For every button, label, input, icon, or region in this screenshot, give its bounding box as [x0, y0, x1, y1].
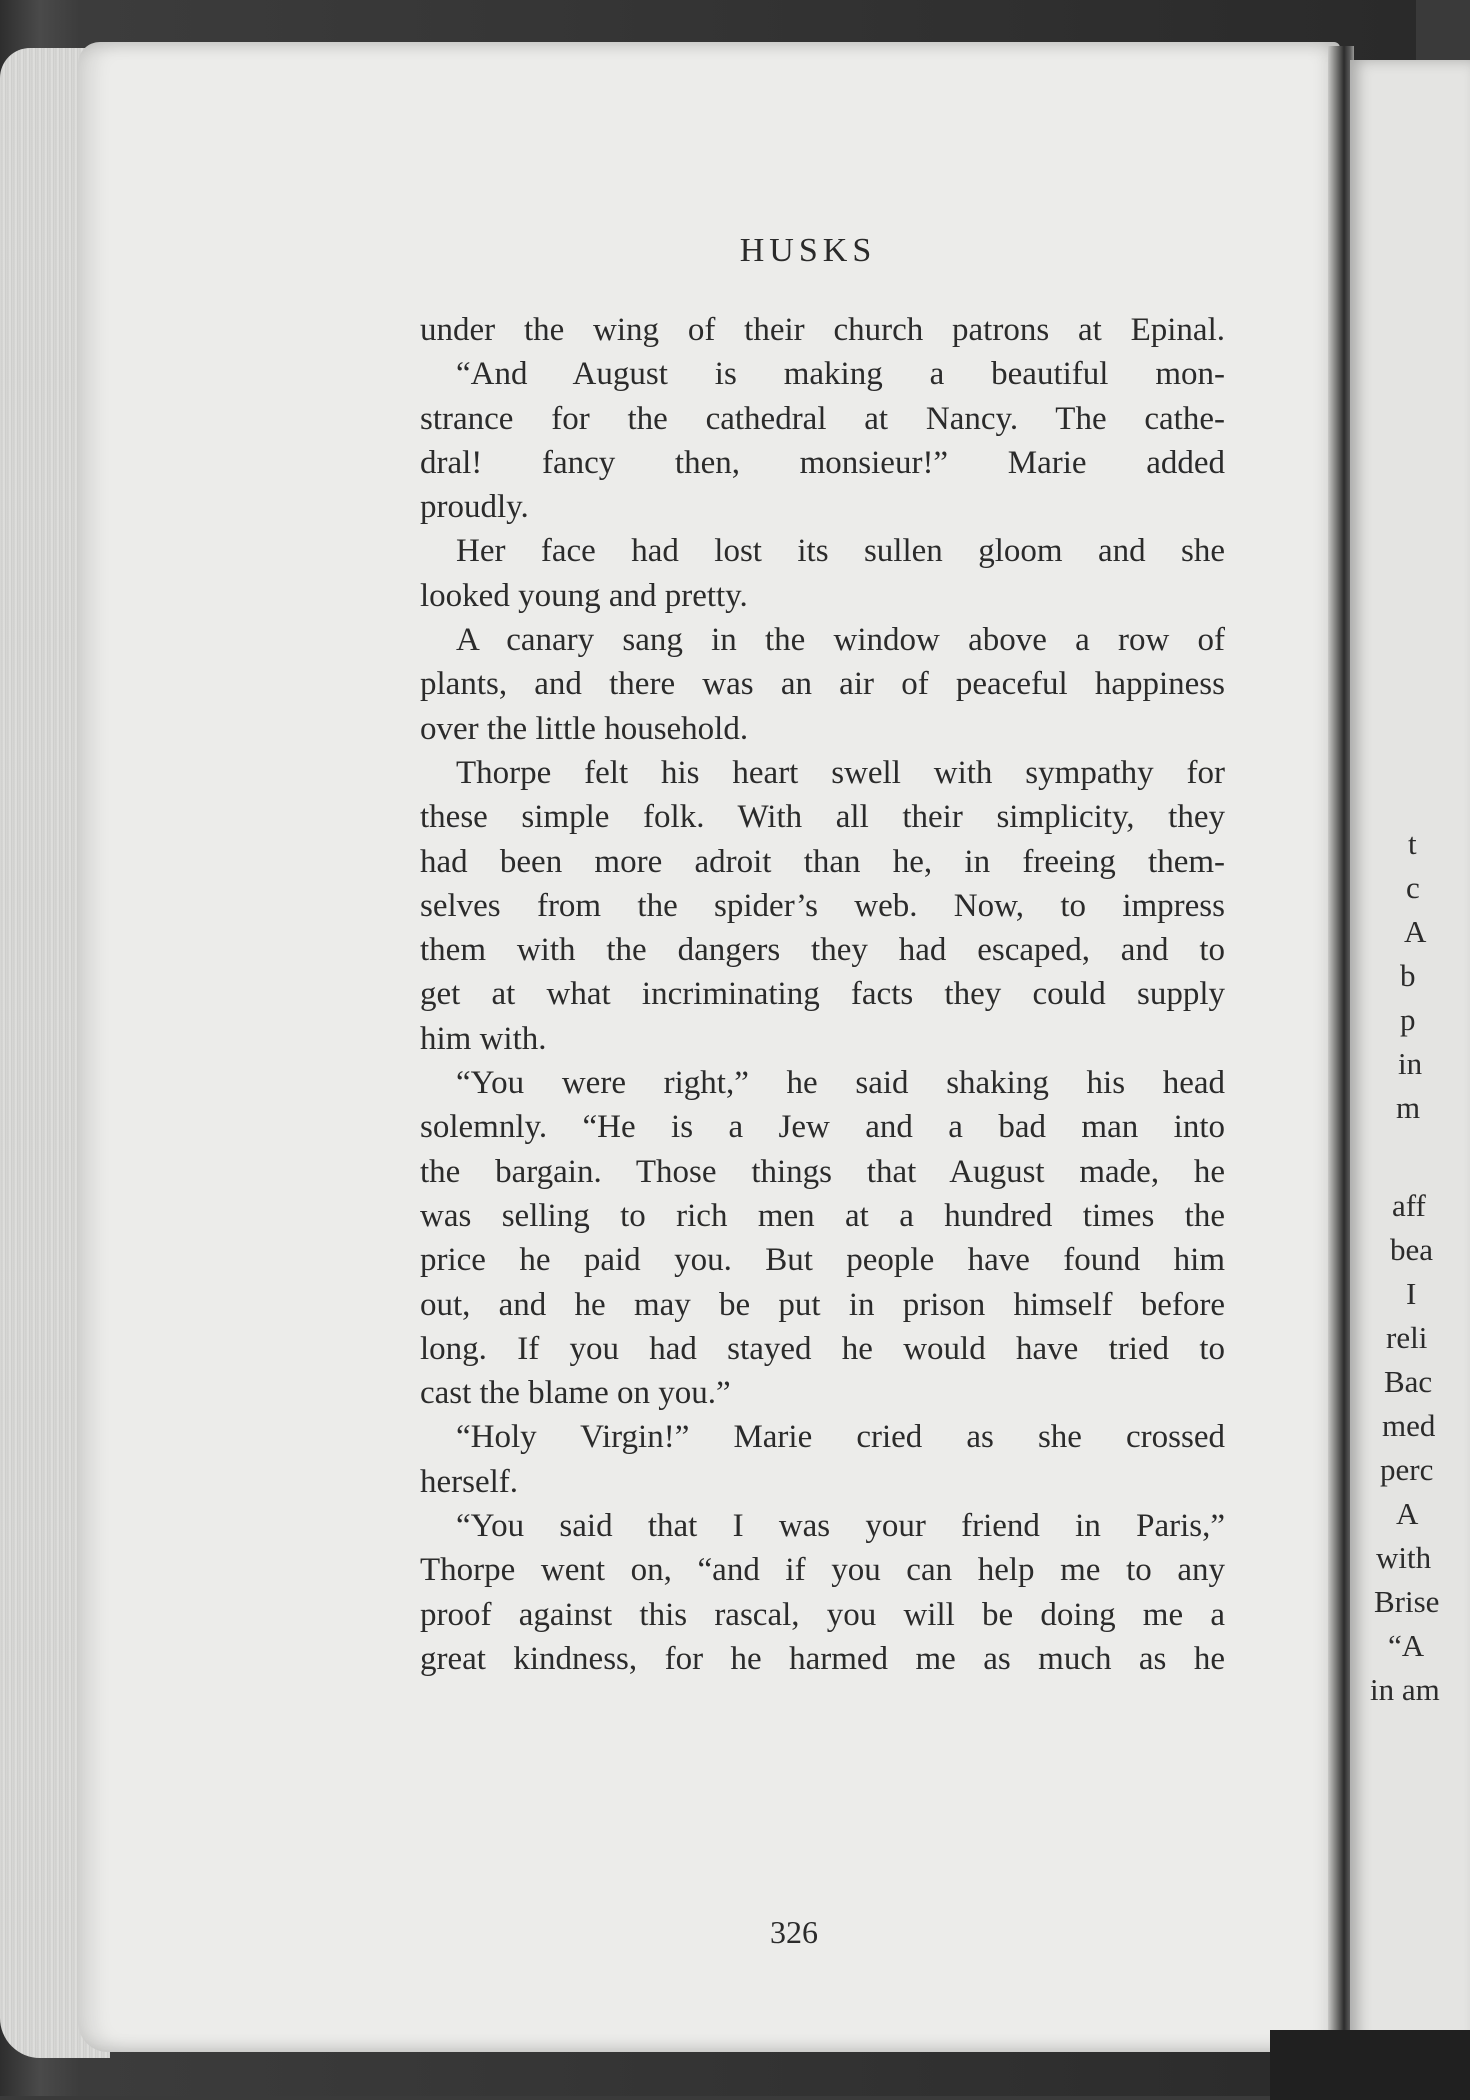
facing-page-fragment: bea [1390, 1232, 1434, 1267]
text-line: A canary sang in the window above a row of [456, 622, 1225, 659]
facing-page-fragment: in [1398, 1046, 1423, 1081]
facing-page-fragment: p [1400, 1002, 1416, 1037]
text-line: long. If you had stayed he would have tried to [420, 1330, 1225, 1367]
text-line: Her face had lost its sullen gloom and she [456, 533, 1225, 570]
facing-page-fragment: “A [1388, 1628, 1425, 1663]
text-line: over the little household. [420, 710, 749, 747]
text-line: “And August is making a beautiful mon- [456, 356, 1225, 393]
text-line: “You said that I was your friend in Paris,” [456, 1508, 1225, 1545]
text-line: Thorpe went on, “and if you can help me to any [420, 1552, 1225, 1589]
text-line: Thorpe felt his heart swell with sympathy for [456, 754, 1225, 791]
running-header-text: HUSKS [739, 232, 877, 269]
text-line: herself. [420, 1463, 519, 1500]
body-text [420, 308, 1225, 1681]
text-line: solemnly. “He is a Jew and a bad man into [420, 1109, 1225, 1146]
facing-page-fragment: t [1408, 826, 1417, 861]
facing-page-fragment: I [1406, 1276, 1417, 1311]
text-line: selves from the spider’s web. Now, to impress [420, 887, 1225, 924]
facing-page-fragment: med [1382, 1408, 1436, 1443]
text-line: price he paid you. But people have found him [420, 1242, 1225, 1279]
text-line: looked young and pretty. [420, 577, 748, 614]
text-line: “Holy Virgin!” Marie cried as she crossed [456, 1419, 1225, 1456]
text-line: get at what incriminating facts they could supply [420, 976, 1225, 1013]
facing-page-fragment: c [1406, 870, 1420, 905]
facing-page-fragment: with [1376, 1540, 1432, 1575]
text-line: him with. [420, 1020, 547, 1057]
text-line: great kindness, for he harmed me as much as he [420, 1640, 1225, 1677]
facing-page-text [1336, 0, 1440, 2096]
facing-page-fragment: m [1396, 1090, 1421, 1125]
text-line: was selling to rich men at a hundred times the [420, 1197, 1225, 1234]
text-line: the bargain. Those things that August made, he [420, 1153, 1225, 1190]
facing-page-fragment: b [1400, 958, 1416, 993]
text-line: “You were right,” he said shaking his head [456, 1065, 1225, 1102]
text-line: these simple folk. With all their simplicity, they [420, 799, 1225, 836]
text-line: had been more adroit than he, in freeing them- [420, 843, 1225, 880]
text-line: strance for the cathedral at Nancy. The cathe- [420, 400, 1225, 437]
facing-page-fragment: Brise [1374, 1584, 1440, 1619]
text-line: plants, and there was an air of peaceful happiness [420, 666, 1225, 703]
facing-page-fragment: in am [1370, 1672, 1440, 1707]
facing-page-fragment: perc [1380, 1452, 1434, 1487]
facing-page-fragment: aff [1392, 1188, 1426, 1223]
facing-page-fragment: Bac [1384, 1364, 1433, 1399]
text-line: dral! fancy then, monsieur!” Marie added [420, 444, 1225, 481]
text-line: them with the dangers they had escaped, and to [420, 932, 1225, 969]
running-header [0, 232, 1416, 270]
facing-page-fragment: reli [1386, 1320, 1428, 1355]
facing-page-fragment: A [1396, 1496, 1419, 1531]
page-number: 326 [770, 1914, 818, 1950]
text-line: cast the blame on you.” [420, 1375, 731, 1412]
text-line: under the wing of their church patrons at Epinal. [420, 312, 1225, 348]
text-line: proudly. [420, 489, 529, 526]
text-line: proof against this rascal, you will be doing me a [420, 1596, 1225, 1633]
facing-page-fragment: A [1404, 914, 1427, 949]
text-line: out, and he may be put in prison himself before [420, 1286, 1225, 1323]
